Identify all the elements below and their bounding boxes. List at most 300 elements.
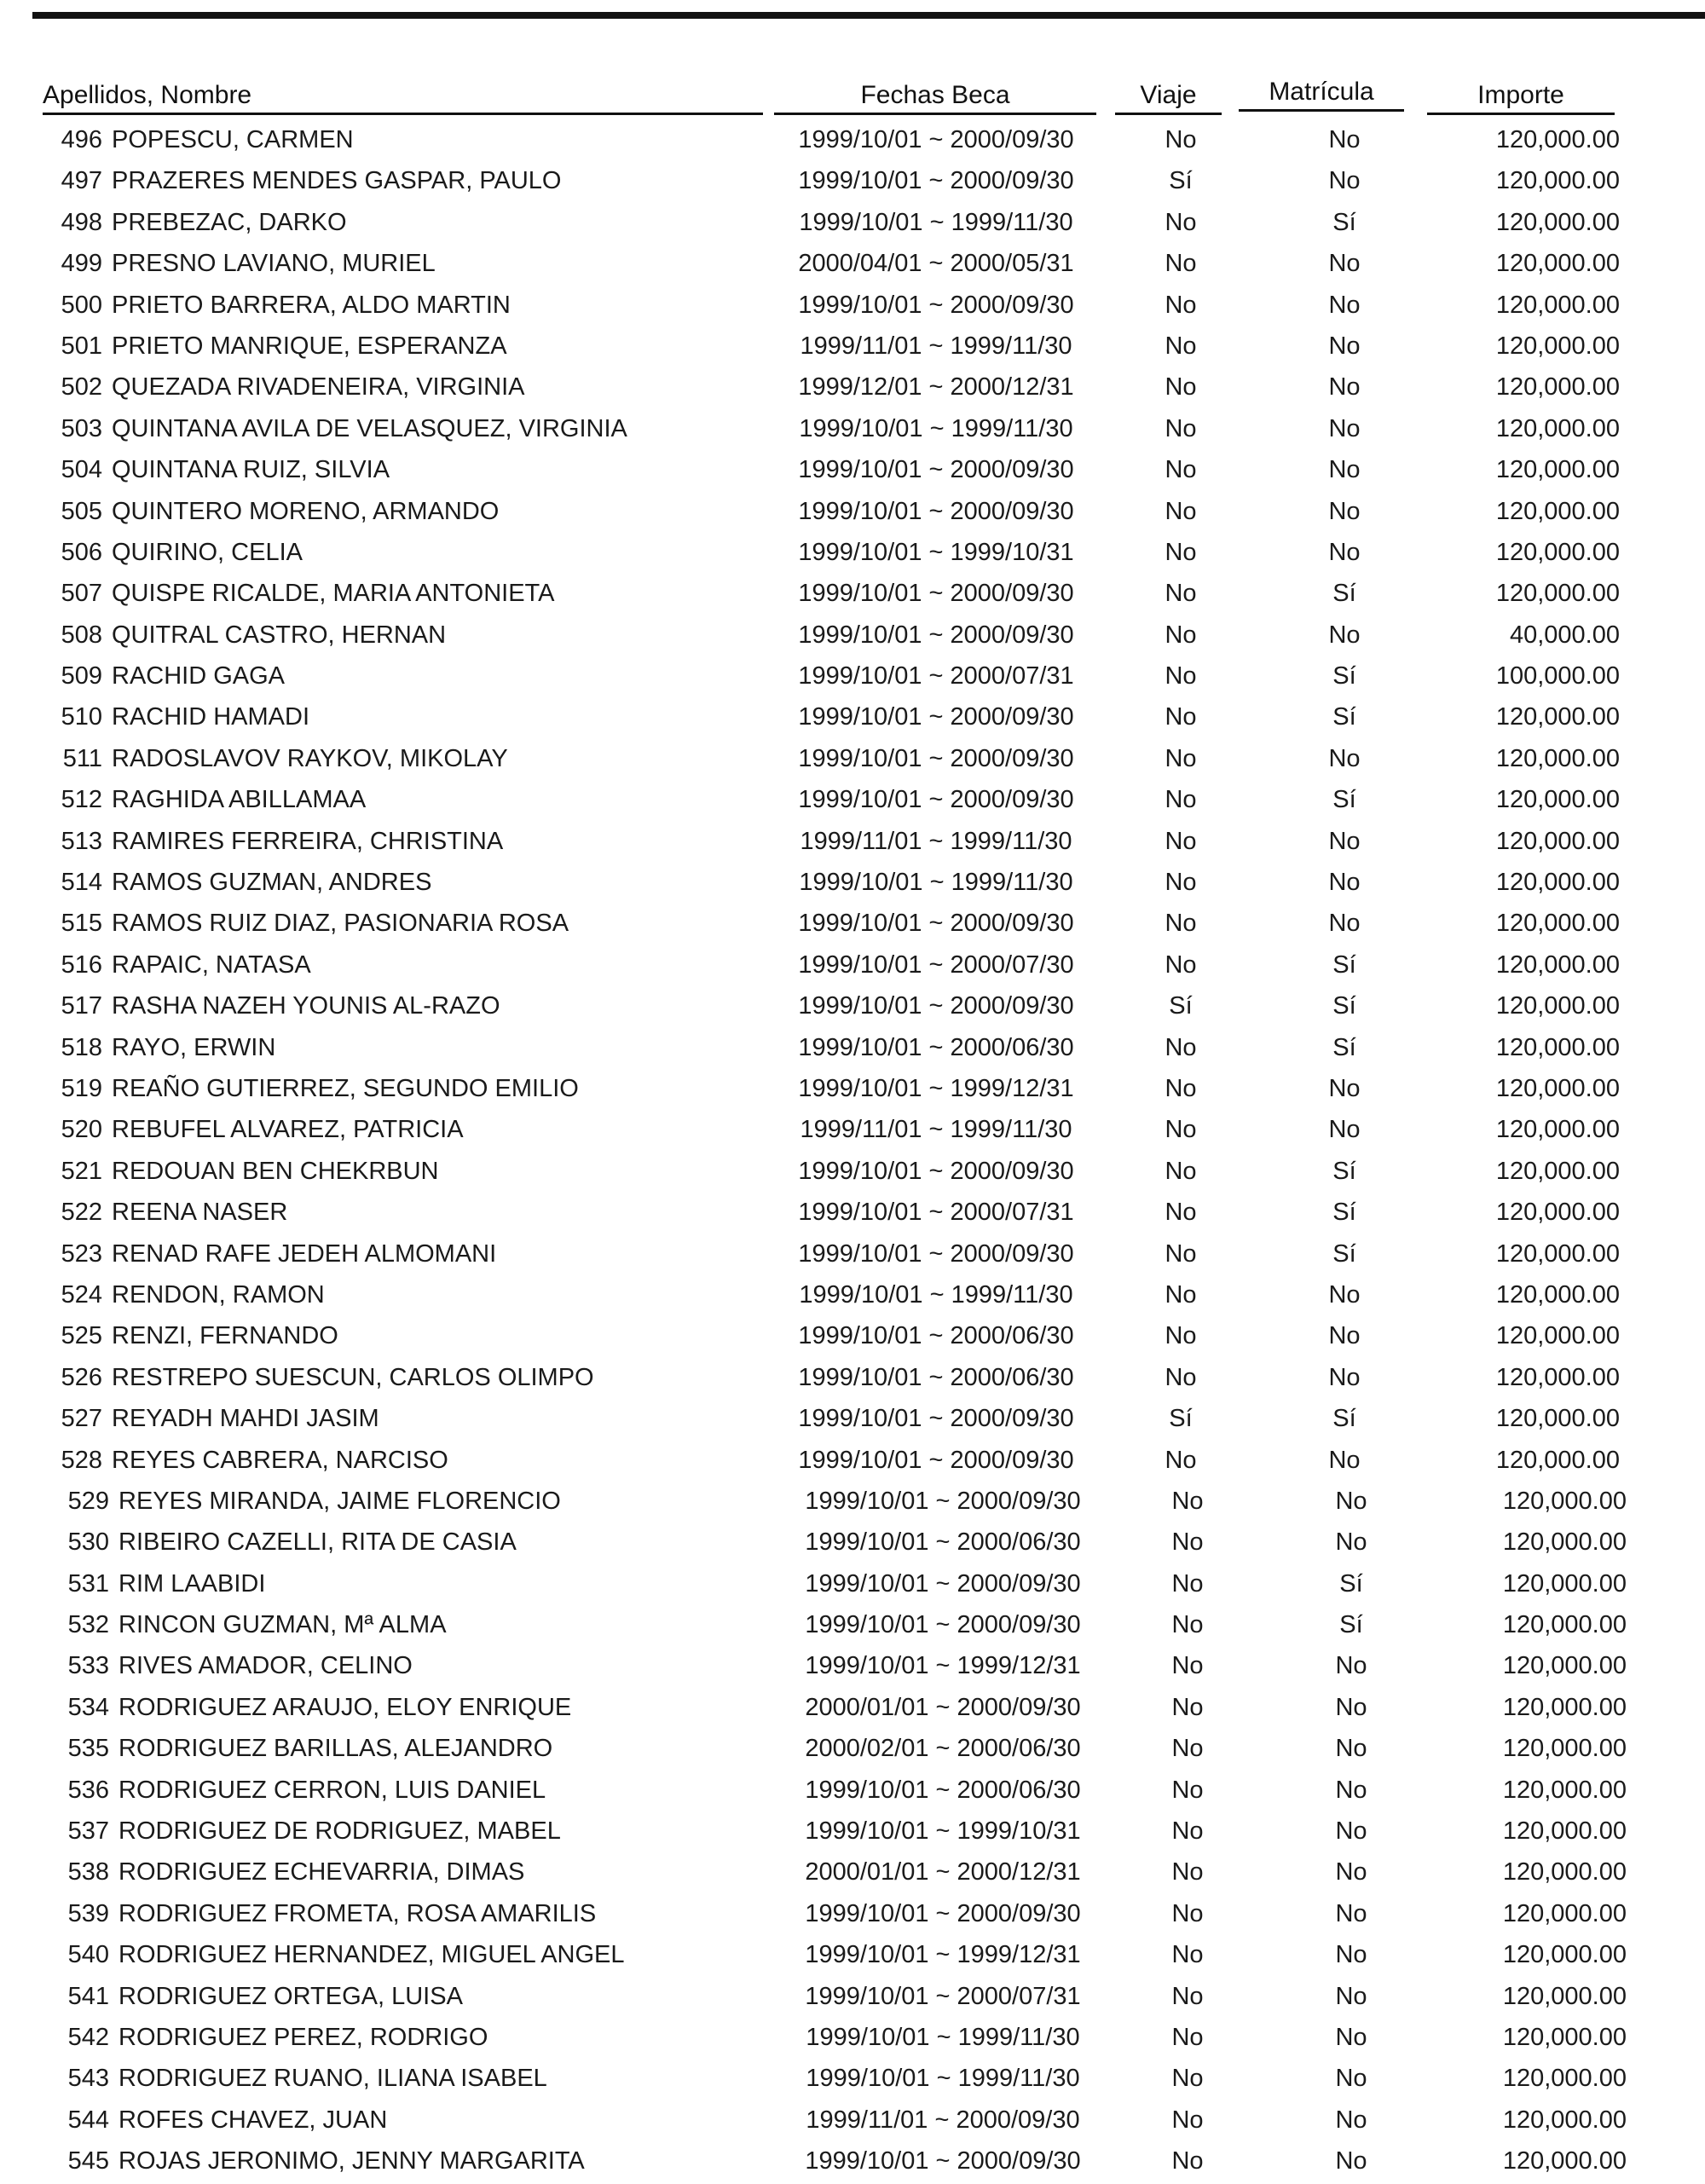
- row-number: 501: [61, 332, 102, 360]
- table-row: [0, 1274, 1705, 1315]
- row-importe: 120,000.00: [1495, 373, 1620, 402]
- row-dates: 1999/10/01 ~ 2000/06/30: [805, 1776, 1081, 1804]
- row-matricula: No: [1328, 250, 1361, 278]
- table-row: [0, 1645, 1705, 1686]
- row-name: RAPAIC, NATASA: [112, 950, 311, 979]
- row-matricula: No: [1335, 2106, 1367, 2134]
- row-viaje: Sí: [1169, 992, 1193, 1020]
- row-number: 534: [67, 1693, 109, 1721]
- table-row: [0, 1811, 1705, 1852]
- table-row: [0, 1770, 1705, 1811]
- table-row: [0, 1893, 1705, 1934]
- row-name: REENA NASER: [112, 1199, 288, 1227]
- row-name: REAÑO GUTIERREZ, SEGUNDO EMILIO: [112, 1074, 579, 1102]
- row-name: RACHID HAMADI: [112, 703, 310, 731]
- row-dates: 1999/10/01 ~ 2000/09/30: [798, 497, 1074, 525]
- row-dates: 1999/10/01 ~ 1999/11/30: [806, 2023, 1080, 2051]
- row-matricula: Sí: [1332, 208, 1356, 236]
- row-dates: 1999/10/01 ~ 2000/09/30: [805, 1899, 1081, 1927]
- row-name: REYES MIRANDA, JAIME FLORENCIO: [118, 1487, 561, 1515]
- row-name: RENDON, RAMON: [112, 1280, 325, 1309]
- row-name: RODRIGUEZ ARAUJO, ELOY ENRIQUE: [118, 1693, 572, 1721]
- table-row: [0, 160, 1705, 201]
- row-dates: 2000/01/01 ~ 2000/09/30: [805, 1693, 1081, 1721]
- row-dates: 1999/10/01 ~ 2000/09/30: [798, 786, 1074, 814]
- table-row: [0, 1481, 1705, 1522]
- row-number: 539: [67, 1899, 109, 1927]
- row-importe: 120,000.00: [1495, 291, 1620, 319]
- row-matricula: No: [1335, 1941, 1367, 1969]
- table-row: [0, 1934, 1705, 1975]
- row-number: 542: [67, 2023, 109, 2051]
- row-number: 522: [61, 1199, 102, 1227]
- row-dates: 1999/10/01 ~ 1999/12/31: [798, 1074, 1074, 1102]
- table-row: [0, 1109, 1705, 1150]
- row-importe: 120,000.00: [1502, 1735, 1627, 1763]
- table-row: [0, 615, 1705, 656]
- top-rule: [32, 12, 1705, 19]
- row-name: QUIRINO, CELIA: [112, 538, 303, 566]
- row-number: 541: [67, 1982, 109, 2010]
- row-name: RIVES AMADOR, CELINO: [118, 1652, 413, 1680]
- row-matricula: No: [1328, 1446, 1361, 1474]
- row-name: QUEZADA RIVADENEIRA, VIRGINIA: [112, 373, 525, 402]
- row-importe: 120,000.00: [1502, 1487, 1627, 1515]
- table-row: [0, 2058, 1705, 2099]
- row-importe: 120,000.00: [1502, 1899, 1627, 1927]
- row-viaje: No: [1171, 1776, 1204, 1804]
- row-viaje: No: [1165, 786, 1197, 814]
- row-number: 505: [61, 497, 102, 525]
- table-row: [0, 1604, 1705, 1645]
- row-number: 511: [62, 744, 102, 772]
- row-importe: 120,000.00: [1502, 2065, 1627, 2093]
- row-dates: 1999/10/01 ~ 1999/11/30: [799, 208, 1073, 236]
- row-dates: 1999/10/01 ~ 2000/09/30: [798, 1446, 1074, 1474]
- row-viaje: No: [1165, 332, 1197, 360]
- row-matricula: No: [1328, 538, 1361, 566]
- row-number: 512: [61, 786, 102, 814]
- row-importe: 120,000.00: [1495, 126, 1620, 153]
- row-number: 533: [67, 1652, 109, 1680]
- row-dates: 1999/10/01 ~ 2000/09/30: [798, 1157, 1074, 1185]
- table-row: [0, 491, 1705, 532]
- row-name: RIBEIRO CAZELLI, RITA DE CASIA: [118, 1528, 517, 1557]
- row-matricula: No: [1328, 827, 1361, 855]
- table-row: [0, 449, 1705, 490]
- table-row: [0, 656, 1705, 696]
- row-name: PREBEZAC, DARKO: [112, 208, 347, 236]
- row-number: 524: [61, 1280, 102, 1309]
- table-row: [0, 945, 1705, 985]
- row-viaje: No: [1171, 1941, 1204, 1969]
- table-row: [0, 285, 1705, 326]
- row-matricula: No: [1328, 167, 1361, 195]
- table-row: [0, 1068, 1705, 1109]
- row-number: 545: [67, 2147, 109, 2175]
- table-row: [0, 408, 1705, 449]
- row-matricula: Sí: [1332, 1157, 1356, 1185]
- header-matricula: Matrícula: [1239, 75, 1404, 112]
- row-number: 514: [61, 869, 102, 897]
- row-viaje: No: [1165, 1074, 1197, 1102]
- row-viaje: No: [1165, 373, 1197, 402]
- row-importe: 120,000.00: [1495, 1199, 1620, 1227]
- row-name: RAMOS RUIZ DIAZ, PASIONARIA ROSA: [112, 910, 569, 938]
- row-matricula: No: [1335, 1735, 1367, 1763]
- row-name: REDOUAN BEN CHEKRBUN: [112, 1157, 439, 1185]
- table-row: [0, 1151, 1705, 1192]
- row-importe: 120,000.00: [1495, 456, 1620, 484]
- row-importe: 120,000.00: [1495, 580, 1620, 608]
- row-matricula: Sí: [1332, 1033, 1356, 1061]
- row-matricula: No: [1335, 2023, 1367, 2051]
- table-row: [0, 1687, 1705, 1728]
- row-importe: 120,000.00: [1502, 1941, 1627, 1969]
- row-importe: 120,000.00: [1502, 2106, 1627, 2134]
- row-name: RIM LAABIDI: [118, 1569, 266, 1598]
- row-matricula: No: [1335, 1528, 1367, 1557]
- row-matricula: No: [1335, 1487, 1367, 1515]
- row-matricula: No: [1328, 332, 1361, 360]
- row-dates: 2000/01/01 ~ 2000/12/31: [805, 1858, 1081, 1886]
- row-number: 508: [61, 621, 102, 649]
- row-name: RASHA NAZEH YOUNIS AL-RAZO: [112, 992, 500, 1020]
- table-row: [0, 1234, 1705, 1274]
- row-dates: 1999/10/01 ~ 2000/09/30: [798, 167, 1074, 195]
- row-importe: 120,000.00: [1502, 1611, 1627, 1639]
- row-name: RADOSLAVOV RAYKOV, MIKOLAY: [112, 744, 508, 772]
- row-name: QUINTANA AVILA DE VELASQUEZ, VIRGINIA: [112, 414, 627, 442]
- row-number: 530: [67, 1528, 109, 1557]
- row-number: 525: [61, 1322, 102, 1350]
- row-name: RODRIGUEZ DE RODRIGUEZ, MABEL: [118, 1817, 561, 1846]
- row-importe: 120,000.00: [1495, 786, 1620, 814]
- row-viaje: No: [1165, 662, 1197, 690]
- row-number: 516: [61, 950, 102, 979]
- table-row: [0, 903, 1705, 944]
- row-name: RODRIGUEZ ORTEGA, LUISA: [118, 1982, 463, 2010]
- row-number: 518: [61, 1033, 102, 1061]
- row-viaje: No: [1171, 1487, 1204, 1515]
- row-matricula: Sí: [1332, 580, 1356, 608]
- table-row: [0, 779, 1705, 820]
- row-dates: 1999/10/01 ~ 2000/09/30: [798, 744, 1074, 772]
- row-viaje: No: [1171, 1982, 1204, 2010]
- row-matricula: No: [1335, 1982, 1367, 2010]
- row-name: POPESCU, CARMEN: [112, 126, 354, 153]
- row-number: 500: [61, 291, 102, 319]
- row-matricula: No: [1335, 1858, 1367, 1886]
- table-row: [0, 202, 1705, 243]
- table-row: [0, 532, 1705, 573]
- row-matricula: No: [1328, 1074, 1361, 1102]
- row-viaje: Sí: [1169, 167, 1193, 195]
- row-number: 498: [61, 208, 102, 236]
- row-dates: 1999/10/01 ~ 2000/09/30: [798, 621, 1074, 649]
- row-matricula: Sí: [1332, 992, 1356, 1020]
- row-importe: 120,000.00: [1495, 414, 1620, 442]
- row-viaje: No: [1171, 1817, 1204, 1846]
- row-name: RENZI, FERNANDO: [112, 1322, 338, 1350]
- row-number: 527: [61, 1405, 102, 1433]
- row-matricula: Sí: [1339, 1611, 1363, 1639]
- row-name: REYADH MAHDI JASIM: [112, 1405, 379, 1433]
- row-viaje: No: [1165, 1199, 1197, 1227]
- row-matricula: No: [1328, 456, 1361, 484]
- row-viaje: No: [1171, 2147, 1204, 2175]
- row-viaje: No: [1165, 291, 1197, 319]
- row-name: QUINTERO MORENO, ARMANDO: [112, 497, 500, 525]
- row-name: RACHID GAGA: [112, 662, 286, 690]
- row-dates: 1999/10/01 ~ 2000/06/30: [798, 1322, 1074, 1350]
- row-dates: 1999/10/01 ~ 2000/09/30: [798, 992, 1074, 1020]
- row-importe: 120,000.00: [1502, 1982, 1627, 2010]
- row-importe: 120,000.00: [1495, 538, 1620, 566]
- table-row: [0, 862, 1705, 903]
- row-importe: 120,000.00: [1502, 1817, 1627, 1846]
- row-name: ROFES CHAVEZ, JUAN: [118, 2106, 388, 2134]
- row-number: 517: [61, 992, 102, 1020]
- row-viaje: No: [1165, 744, 1197, 772]
- row-name: PRIETO BARRERA, ALDO MARTIN: [112, 291, 511, 319]
- row-importe: 120,000.00: [1502, 1652, 1627, 1680]
- row-number: 536: [67, 1776, 109, 1804]
- row-name: QUINTANA RUIZ, SILVIA: [112, 456, 390, 484]
- row-matricula: No: [1335, 1776, 1367, 1804]
- row-viaje: Sí: [1169, 1405, 1193, 1433]
- row-dates: 1999/10/01 ~ 2000/09/30: [798, 291, 1074, 319]
- row-dates: 1999/10/01 ~ 2000/09/30: [805, 1569, 1081, 1598]
- row-viaje: No: [1171, 1528, 1204, 1557]
- row-matricula: No: [1328, 497, 1361, 525]
- row-viaje: No: [1165, 580, 1197, 608]
- row-name: RODRIGUEZ FROMETA, ROSA AMARILIS: [118, 1899, 597, 1927]
- row-matricula: Sí: [1332, 950, 1356, 979]
- row-viaje: No: [1165, 827, 1197, 855]
- table-row: [0, 243, 1705, 284]
- row-viaje: No: [1171, 1858, 1204, 1886]
- row-matricula: Sí: [1332, 1405, 1356, 1433]
- row-dates: 1999/10/01 ~ 2000/09/30: [798, 1239, 1074, 1268]
- row-name: RAGHIDA ABILLAMAA: [112, 786, 367, 814]
- row-importe: 120,000.00: [1495, 1280, 1620, 1309]
- row-dates: 1999/10/01 ~ 2000/07/31: [805, 1982, 1081, 2010]
- row-viaje: No: [1165, 1280, 1197, 1309]
- table-body: [0, 119, 1705, 2182]
- row-dates: 1999/10/01 ~ 1999/11/30: [799, 1280, 1073, 1309]
- row-importe: 120,000.00: [1502, 1858, 1627, 1886]
- row-dates: 1999/10/01 ~ 2000/09/30: [805, 2147, 1081, 2175]
- row-viaje: No: [1165, 1116, 1197, 1144]
- row-matricula: Sí: [1332, 1239, 1356, 1268]
- row-importe: 120,000.00: [1502, 2023, 1627, 2051]
- row-name: RODRIGUEZ CERRON, LUIS DANIEL: [118, 1776, 546, 1804]
- table-row: [0, 696, 1705, 737]
- row-matricula: Sí: [1332, 786, 1356, 814]
- table-row: [0, 367, 1705, 407]
- row-name: REYES CABRERA, NARCISO: [112, 1446, 448, 1474]
- table-row: [0, 1027, 1705, 1068]
- row-dates: 1999/10/01 ~ 2000/09/30: [798, 456, 1074, 484]
- row-viaje: No: [1171, 1611, 1204, 1639]
- row-importe: 120,000.00: [1495, 1157, 1620, 1185]
- row-viaje: No: [1171, 2023, 1204, 2051]
- row-matricula: No: [1328, 373, 1361, 402]
- row-viaje: No: [1165, 1446, 1197, 1474]
- row-dates: 1999/11/01 ~ 1999/11/30: [800, 1116, 1072, 1144]
- row-dates: 1999/10/01 ~ 2000/06/30: [805, 1528, 1081, 1557]
- row-number: 528: [61, 1446, 102, 1474]
- row-dates: 1999/12/01 ~ 2000/12/31: [798, 373, 1074, 402]
- row-viaje: No: [1165, 1157, 1197, 1185]
- row-number: 540: [67, 1941, 109, 1969]
- row-matricula: Sí: [1332, 703, 1356, 731]
- row-name: RAYO, ERWIN: [112, 1033, 276, 1061]
- row-name: RODRIGUEZ BARILLAS, ALEJANDRO: [118, 1735, 553, 1763]
- row-number: 531: [67, 1569, 109, 1598]
- row-importe: 120,000.00: [1495, 1405, 1620, 1433]
- row-matricula: No: [1328, 1363, 1361, 1391]
- table-row: [0, 326, 1705, 367]
- row-importe: 120,000.00: [1495, 1446, 1620, 1474]
- header-viaje: Viaje: [1115, 78, 1222, 115]
- table-row: [0, 1398, 1705, 1439]
- row-number: 496: [61, 126, 102, 153]
- row-dates: 1999/10/01 ~ 2000/09/30: [805, 1487, 1081, 1515]
- row-matricula: No: [1335, 1817, 1367, 1846]
- table-row: [0, 2100, 1705, 2141]
- row-viaje: No: [1165, 1363, 1197, 1391]
- row-matricula: No: [1335, 2147, 1367, 2175]
- row-dates: 1999/10/01 ~ 2000/06/30: [798, 1033, 1074, 1061]
- row-importe: 120,000.00: [1502, 1569, 1627, 1598]
- row-number: 544: [67, 2106, 109, 2134]
- row-name: PRAZERES MENDES GASPAR, PAULO: [112, 167, 562, 195]
- row-number: 529: [67, 1487, 109, 1515]
- row-matricula: No: [1328, 744, 1361, 772]
- row-matricula: No: [1328, 910, 1361, 938]
- row-dates: 1999/10/01 ~ 2000/09/30: [798, 1405, 1074, 1433]
- row-importe: 120,000.00: [1495, 950, 1620, 979]
- row-viaje: No: [1165, 910, 1197, 938]
- row-importe: 120,000.00: [1502, 2147, 1627, 2175]
- row-importe: 120,000.00: [1495, 1116, 1620, 1144]
- table-row: [0, 2141, 1705, 2181]
- table-row: [0, 573, 1705, 614]
- row-viaje: No: [1165, 208, 1197, 236]
- table-row: [0, 1192, 1705, 1233]
- row-dates: 1999/10/01 ~ 2000/07/31: [798, 1199, 1074, 1227]
- row-number: 510: [61, 703, 102, 731]
- row-matricula: No: [1328, 1322, 1361, 1350]
- row-importe: 120,000.00: [1495, 744, 1620, 772]
- row-viaje: No: [1165, 950, 1197, 979]
- table-row: [0, 1728, 1705, 1769]
- row-importe: 120,000.00: [1502, 1693, 1627, 1721]
- row-number: 532: [67, 1611, 109, 1639]
- row-importe: 120,000.00: [1495, 703, 1620, 731]
- table-row: [0, 1976, 1705, 2017]
- row-viaje: No: [1165, 414, 1197, 442]
- row-name: RODRIGUEZ RUANO, ILIANA ISABEL: [118, 2065, 547, 2093]
- header-dates: Fechas Beca: [774, 78, 1096, 115]
- row-viaje: No: [1165, 1033, 1197, 1061]
- row-viaje: No: [1171, 1735, 1204, 1763]
- row-number: 506: [61, 538, 102, 566]
- row-viaje: No: [1165, 456, 1197, 484]
- row-dates: 1999/10/01 ~ 2000/09/30: [805, 1611, 1081, 1639]
- row-importe: 120,000.00: [1495, 497, 1620, 525]
- row-dates: 2000/04/01 ~ 2000/05/31: [798, 250, 1074, 278]
- table-row: [0, 1852, 1705, 1892]
- row-matricula: No: [1335, 1899, 1367, 1927]
- row-viaje: No: [1171, 1569, 1204, 1598]
- row-matricula: No: [1335, 1652, 1367, 1680]
- row-matricula: No: [1328, 126, 1361, 153]
- row-number: 543: [67, 2065, 109, 2093]
- row-name: PRESNO LAVIANO, MURIEL: [112, 250, 436, 278]
- row-viaje: No: [1171, 1899, 1204, 1927]
- row-dates: 1999/10/01 ~ 2000/09/30: [798, 126, 1074, 153]
- row-viaje: No: [1171, 2065, 1204, 2093]
- row-number: 520: [61, 1116, 102, 1144]
- row-importe: 120,000.00: [1495, 910, 1620, 938]
- row-importe: 120,000.00: [1495, 827, 1620, 855]
- row-name: ROJAS JERONIMO, JENNY MARGARITA: [118, 2147, 585, 2175]
- row-name: QUITRAL CASTRO, HERNAN: [112, 621, 447, 649]
- header-importe: Importe: [1427, 78, 1615, 115]
- row-importe: 120,000.00: [1502, 1528, 1627, 1557]
- row-name: QUISPE RICALDE, MARIA ANTONIETA: [112, 580, 555, 608]
- row-number: 513: [61, 827, 102, 855]
- header-name: Apellidos, Nombre: [43, 78, 763, 115]
- row-matricula: No: [1328, 1280, 1361, 1309]
- table-row: [0, 738, 1705, 779]
- row-importe: 120,000.00: [1502, 1776, 1627, 1804]
- row-matricula: No: [1328, 869, 1361, 897]
- row-dates: 1999/10/01 ~ 2000/09/30: [798, 703, 1074, 731]
- row-importe: 120,000.00: [1495, 869, 1620, 897]
- row-viaje: No: [1165, 538, 1197, 566]
- row-importe: 100,000.00: [1495, 662, 1620, 690]
- table-header: [0, 78, 1705, 116]
- row-number: 502: [61, 373, 102, 402]
- row-viaje: No: [1171, 1693, 1204, 1721]
- row-name: RODRIGUEZ HERNANDEZ, MIGUEL ANGEL: [118, 1941, 625, 1969]
- table-row: [0, 1315, 1705, 1356]
- row-importe: 120,000.00: [1495, 250, 1620, 278]
- row-dates: 1999/10/01 ~ 1999/10/31: [798, 538, 1074, 566]
- row-importe: 120,000.00: [1495, 1322, 1620, 1350]
- row-matricula: No: [1328, 1116, 1361, 1144]
- row-viaje: No: [1165, 869, 1197, 897]
- row-importe: 120,000.00: [1495, 208, 1620, 236]
- row-number: 515: [61, 910, 102, 938]
- row-viaje: No: [1165, 1239, 1197, 1268]
- row-number: 526: [61, 1363, 102, 1391]
- row-dates: 1999/10/01 ~ 2000/07/31: [798, 662, 1074, 690]
- row-number: 497: [61, 167, 102, 195]
- row-importe: 120,000.00: [1495, 992, 1620, 1020]
- table-row: [0, 985, 1705, 1026]
- row-number: 504: [61, 456, 102, 484]
- table-row: [0, 1440, 1705, 1481]
- row-viaje: No: [1171, 2106, 1204, 2134]
- row-importe: 120,000.00: [1495, 1074, 1620, 1102]
- row-dates: 1999/11/01 ~ 2000/09/30: [806, 2106, 1080, 2134]
- row-dates: 1999/10/01 ~ 1999/12/31: [805, 1652, 1081, 1680]
